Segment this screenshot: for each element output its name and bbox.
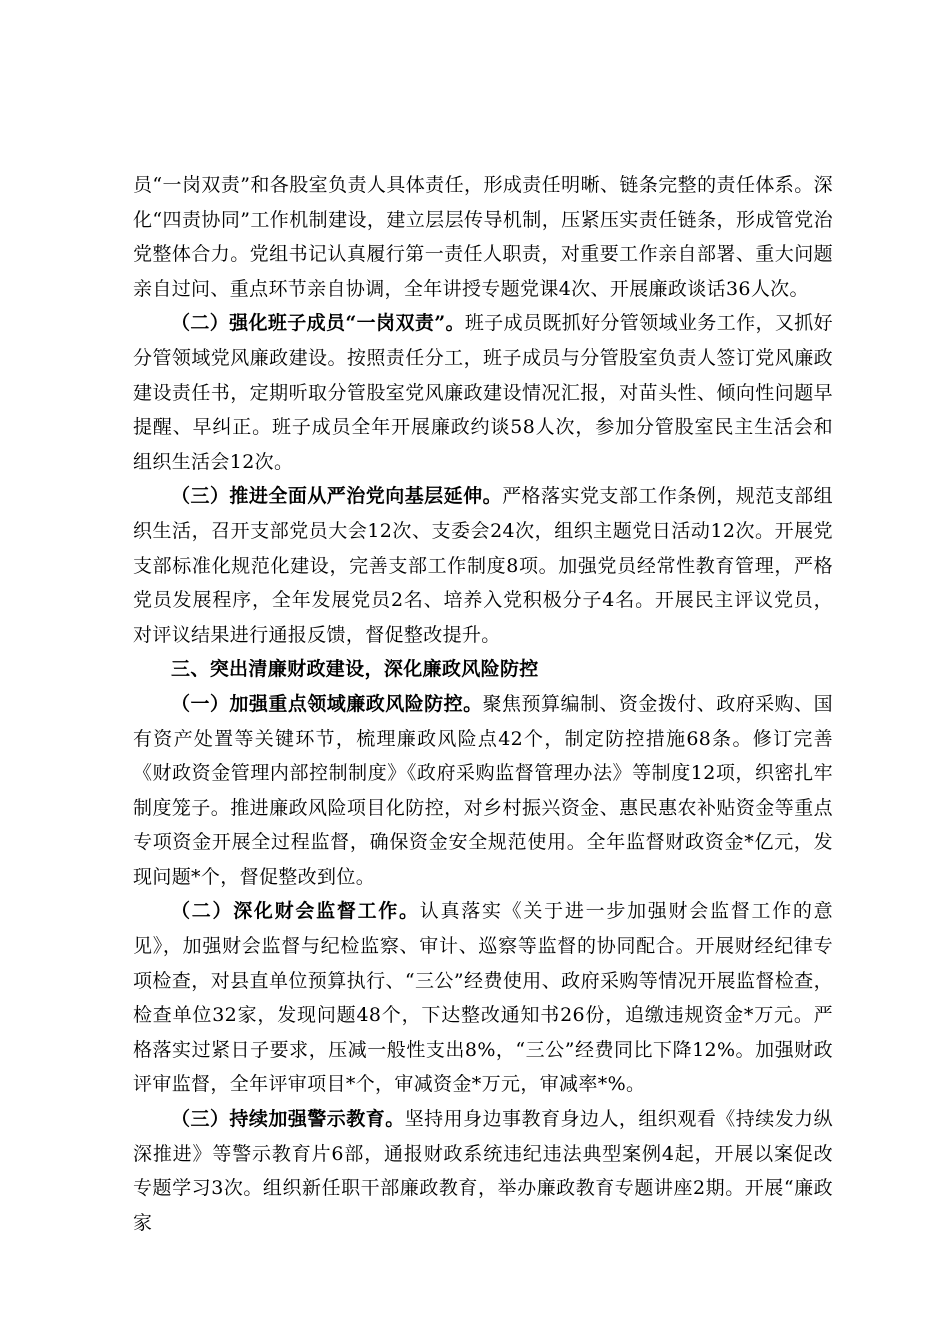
paragraph-text: 班子成员既抓好分管领域业务工作，又抓好分管领域党风廉政建设。按照责任分工，班子成员与分管股室负责人签订党风廉政建设责任书，定期听取分管股室党风廉政建设情况汇报，对苗头性、倾向性问题早提醒、早纠正。班子成员全年开展廉政约谈58人次，参加分管股室民主生活会和组织生活会12次。: [133, 312, 833, 473]
paragraph-text: 聚焦预算编制、资金拨付、政府采购、国有资产处置等关键环节，梳理廉政风险点42个，制定防控措施68条。修订完善《财政资金管理内部控制制度》《政府采购监督管理办法》等制度12项，织密扎牢制度笼子。推进廉政风险项目化防控，对乡村振兴资金、惠民惠农补贴资金等重点专项资金开展全过程监督，确保资金安全规范使用。全年监督财政资金*亿元，发现问题*个，督促整改到位。: [133, 692, 833, 888]
paragraph-text: 坚持用身边事教育身边人，组织观看《持续发力纵深推进》等警示教育片6部，通报财政系统违纪违法典型案例4起，开展以案促改专题学习3次。组织新任职干部廉政教育，举办廉政教育专题讲座2期。开展“廉政家: [133, 1108, 834, 1234]
paragraph-risk-control: [133, 687, 833, 895]
paragraph-lead: （二）深化财会监督工作。: [171, 900, 420, 923]
paragraph-text: 员“一岗双责”和各股室负责人具体责任，形成责任明晰、链条完整的责任体系。深化“四责协同”工作机制建设，建立层层传导机制，压紧压实责任链条，形成管党治党整体合力。党组书记认真履行第一责任人职责，对重要工作亲自部署、重大问题亲自过问、重点环节亲自协调，全年讲授专题党课4次、开展廉政谈话36人次。: [133, 174, 833, 300]
paragraph-lead: （一）加强重点领域廉政风险防控。: [171, 692, 483, 715]
paragraph-accounting-supervision: [133, 894, 833, 1102]
paragraph-continuation: [133, 168, 833, 306]
document-body: [133, 168, 833, 1240]
paragraph-team-dual-duty: [133, 306, 833, 479]
paragraph-lead: （三）持续加强警示教育。: [171, 1108, 405, 1131]
paragraph-warning-education: [133, 1102, 833, 1240]
paragraph-lead: （二）强化班子成员“一岗双责”。: [171, 312, 465, 335]
paragraph-grassroots-extension: [133, 479, 833, 652]
paragraph-text: 严格落实党支部工作条例，规范支部组织生活，召开支部党员大会12次、支委会24次，组织主题党日活动12次。开展党支部标准化规范化建设，完善支部工作制度8项。加强党员经常性教育管理，严格党员发展程序，全年发展党员2名、培养入党积极分子4名。开展民主评议党员，对评议结果进行通报反馈，督促整改提升。: [133, 485, 833, 646]
section-heading: [133, 652, 833, 687]
paragraph-text: 认真落实《关于进一步加强财会监督工作的意见》，加强财会监督与纪检监察、审计、巡察等监督的协同配合。开展财经纪律专项检查，对县直单位预算执行、“三公”经费使用、政府采购等情况开展监督检查，检查单位32家，发现问题48个，下达整改通知书26份，追缴违规资金*万元。严格落实过紧日子要求，压减一般性支出8%，“三公”经费同比下降12%。加强财政评审监督，全年评审项目*个，审减资金*万元，审减率*%。: [133, 900, 833, 1096]
section-heading-text: 三、突出清廉财政建设，深化廉政风险防控: [171, 658, 539, 681]
paragraph-lead: （三）推进全面从严治党向基层延伸。: [171, 485, 503, 508]
